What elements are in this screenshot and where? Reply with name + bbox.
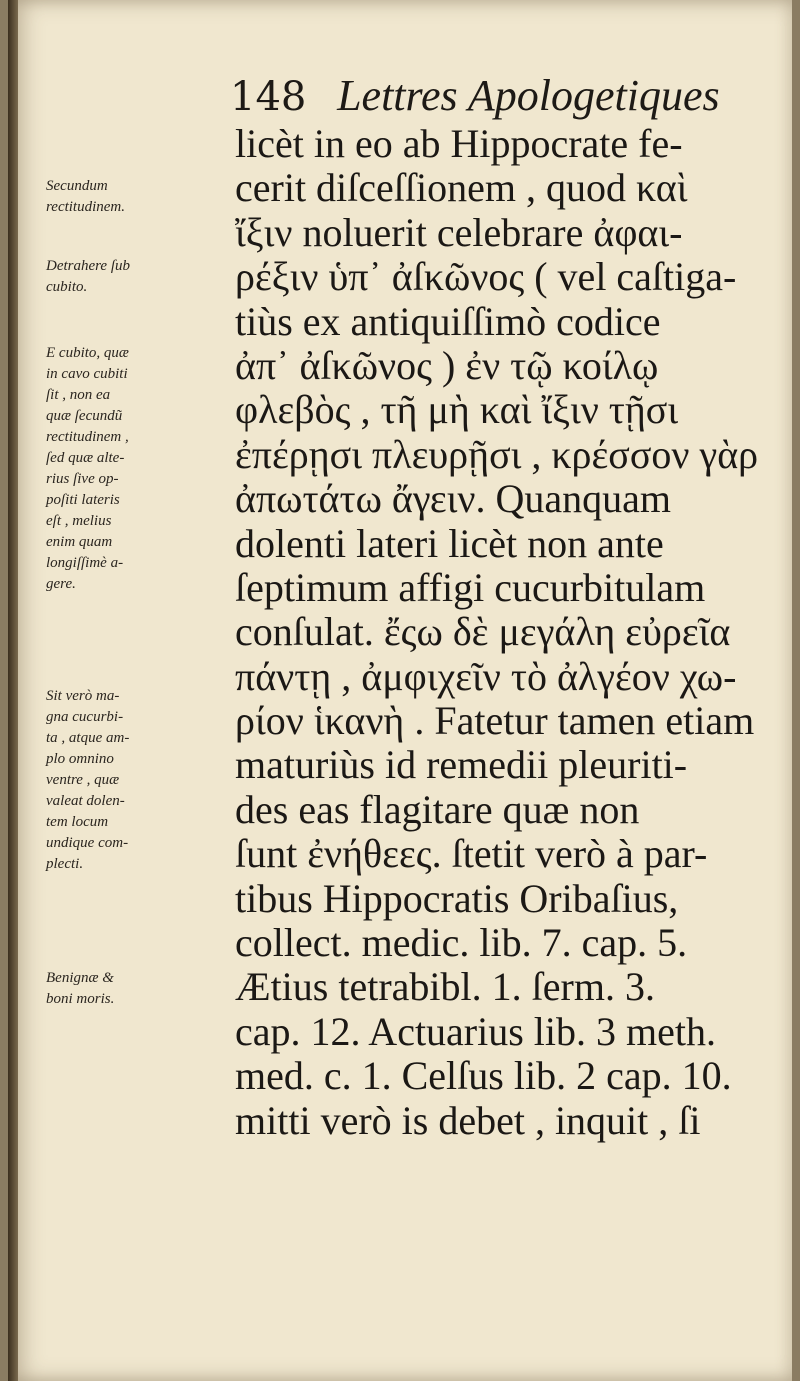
margin-note	[46, 256, 226, 298]
text-line: tibus Hippocratis Oribaſius,	[235, 875, 679, 921]
margin-note-line: Benignæ &	[46, 970, 114, 986]
text-line: ρίον ἱκανὴ . Fatetur tamen etiam	[235, 698, 755, 744]
margin-note-line: plo omnino	[46, 751, 114, 767]
text-line: med. c. 1. Celſus lib. 2 cap. 10.	[235, 1053, 732, 1099]
text-line: tiùs ex antiquiſſimò codice	[235, 298, 661, 344]
running-header	[230, 70, 790, 121]
margin-note-line: ſed quæ alte-	[46, 450, 125, 466]
text-line: ἴξιν noluerit celebrare ἀφαι-	[235, 209, 683, 255]
margin-note-line: undique com-	[46, 835, 129, 851]
text-line: ἐπέρῃσι πλευρῇσι , κρέσσον γὰρ	[235, 431, 759, 477]
text-line: licèt in eo ab Hippocrate fe-	[235, 121, 683, 166]
margin-note-line: in cavo cubiti	[46, 366, 128, 382]
text-line: des eas flagitare quæ non	[235, 786, 640, 832]
margin-note-line: ſit , non ea	[46, 387, 111, 403]
margin-note-line: plecti.	[46, 856, 84, 872]
text-line: cap. 12. Actuarius lib. 3 meth.	[235, 1008, 717, 1054]
text-line: ἀπωτάτω ἄγειν. Quanquam	[235, 476, 672, 522]
margin-note-line: ventre , quæ	[46, 772, 120, 788]
margin-note	[46, 968, 226, 1010]
margin-note-line: ta , atque am-	[46, 730, 130, 746]
text-line: ἀπ᾽ ἀſκῶνος ) ἐν τῷ κοίλῳ	[235, 342, 659, 388]
margin-note-line: rius ſive op-	[46, 471, 119, 487]
text-line: cerit diſceſſionem , quod καὶ	[235, 165, 688, 211]
margin-note-line: gere.	[46, 576, 76, 592]
margin-note-line: poſiti lateris	[46, 492, 120, 508]
margin-note-line: Secundum	[46, 178, 108, 194]
margin-note	[46, 343, 226, 595]
margin-note-line: Detrahere ſub	[46, 258, 131, 274]
main-text	[235, 122, 792, 1143]
book-page	[8, 0, 792, 1381]
text-line: collect. medic. lib. 7. cap. 5.	[235, 920, 688, 966]
margin-note-line: longiſſimè a-	[46, 555, 124, 571]
margin-note-line: tem locum	[46, 814, 109, 830]
running-title: Lettres Apologetiques	[337, 71, 720, 120]
margin-note-line: boni moris.	[46, 991, 115, 1007]
margin-note	[46, 686, 226, 875]
margin-note-line: valeat dolen-	[46, 793, 125, 809]
margin-note-line: eſt , melius	[46, 513, 112, 529]
text-line: Ætius tetrabibl. 1. ſerm. 3.	[235, 964, 655, 1010]
margin-note-line: E cubito, quæ	[46, 345, 129, 361]
margin-note-line: gna cucurbi-	[46, 709, 124, 725]
text-line: maturiùs id remedii pleuriti-	[235, 742, 688, 788]
text-line: ſunt ἐνήθεες. ſtetit verò à par-	[235, 831, 708, 877]
margin-note-line: rectitudinem ,	[46, 429, 129, 445]
text-line: conſulat. ἔςω δὲ μεγάλη εὐρεῖα	[235, 609, 731, 655]
page-number: 148	[230, 74, 307, 120]
text-line: dolenti lateri licèt non ante	[235, 520, 664, 566]
text-line: ſeptimum affigi cucurbitulam	[235, 564, 706, 610]
margin-note-line: Sit verò ma-	[46, 688, 120, 704]
margin-note-line: cubito.	[46, 279, 88, 295]
margin-note-line: rectitudinem.	[46, 199, 126, 215]
book-gutter	[8, 0, 18, 1381]
text-line: φλεβὸς , τῆ μὴ καὶ ἴξιν τῇσι	[235, 387, 679, 433]
text-line: ρέξιν ὑπ᾽ ἀſκῶνος ( vel caſtiga-	[235, 254, 737, 300]
margin-note-line: quæ ſecundũ	[46, 408, 123, 424]
margin-note	[46, 176, 226, 218]
text-line: πάντῃ , ἀμφιχεῖν τὸ ἀλγέον χω-	[235, 653, 737, 699]
margin-note-line: enim quam	[46, 534, 113, 550]
text-line: mitti verò is debet , inquit , ſi	[235, 1097, 701, 1143]
